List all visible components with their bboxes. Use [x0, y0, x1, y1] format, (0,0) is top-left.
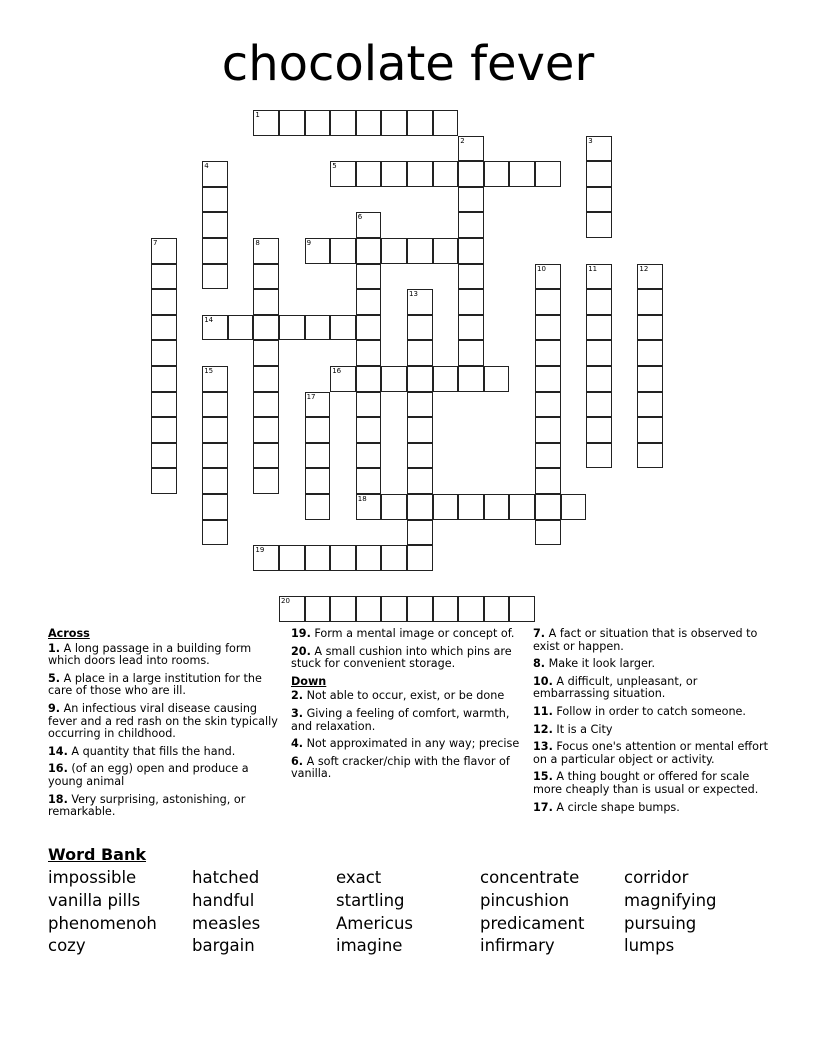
grid-cell[interactable]	[458, 212, 484, 238]
word-bank-word: handful	[192, 890, 255, 910]
word-bank-column	[336, 867, 413, 958]
clue-number: 12	[639, 264, 649, 273]
grid-cell[interactable]	[637, 340, 663, 366]
grid-cell[interactable]	[458, 187, 484, 213]
grid-cell[interactable]	[202, 417, 228, 443]
grid-cell[interactable]	[407, 545, 433, 571]
grid-cell[interactable]	[151, 443, 177, 469]
grid-cell[interactable]	[202, 212, 228, 238]
clue-down-10: 10. A difficult, unpleasant, or embarrassing situation.	[533, 674, 698, 701]
grid-cell[interactable]	[586, 366, 612, 392]
grid-cell[interactable]	[407, 110, 433, 136]
grid-cell[interactable]	[458, 315, 484, 341]
grid-cell[interactable]	[330, 161, 356, 187]
grid-cell[interactable]	[202, 392, 228, 418]
grid-cell[interactable]	[586, 264, 612, 290]
grid-cell[interactable]	[458, 366, 484, 392]
clue-number: 9	[306, 239, 312, 247]
clue-down-12: 12. It is a City	[533, 722, 613, 736]
grid-cell[interactable]	[330, 596, 356, 622]
clue-down-11: 11. Follow in order to catch someone.	[533, 704, 746, 718]
grid-cell[interactable]	[535, 468, 561, 494]
clue-across-16: 16. (of an egg) open and produce a young animal	[48, 762, 249, 788]
clue-number: 3	[588, 136, 593, 145]
grid-cell[interactable]	[202, 366, 228, 392]
grid-cell[interactable]	[356, 110, 382, 136]
grid-cell[interactable]	[484, 161, 510, 187]
clue-down-15: 15. A thing bought or offered for scale more cheaply than is usual or expected.	[533, 770, 759, 796]
grid-cell[interactable]	[151, 366, 177, 392]
word-bank-title: Word Bank	[48, 845, 147, 864]
clue-number: 2	[460, 136, 465, 145]
clues-column-1	[48, 628, 280, 824]
grid-cell[interactable]	[535, 315, 561, 341]
grid-cell[interactable]	[356, 161, 382, 187]
grid-cell[interactable]	[433, 366, 459, 392]
grid-cell[interactable]	[305, 110, 331, 136]
word-bank-column	[480, 867, 584, 958]
grid-cell[interactable]	[151, 315, 177, 341]
grid-cell[interactable]	[356, 340, 382, 366]
grid-cell[interactable]	[407, 238, 433, 264]
clue-number: 10	[537, 264, 546, 273]
grid-cell[interactable]	[305, 596, 331, 622]
grid-cell[interactable]	[151, 392, 177, 418]
grid-cell[interactable]	[586, 443, 612, 469]
word-bank-word: predicament	[480, 913, 585, 933]
grid-cell[interactable]	[561, 494, 587, 520]
grid-cell[interactable]	[381, 494, 407, 520]
word-bank-word: magnifying	[624, 890, 717, 910]
word-bank-word: infirmary	[480, 936, 555, 956]
grid-cell[interactable]	[407, 520, 433, 546]
grid-cell[interactable]	[407, 417, 433, 443]
clue-number: 7	[153, 239, 158, 247]
clue-across-5: 5. A place in a large institution for the care of those who are ill.	[48, 671, 262, 698]
grid-cell[interactable]	[253, 110, 279, 136]
across-heading: Across	[48, 627, 90, 640]
grid-cell[interactable]	[202, 315, 228, 341]
word-bank-word: lumps	[624, 936, 675, 956]
clue-down-3: 3. Giving a feeling of comfort, warmth, and relaxation.	[291, 706, 510, 733]
grid-cell[interactable]	[407, 315, 433, 341]
grid-cell[interactable]	[433, 494, 459, 520]
grid-cell[interactable]	[279, 110, 305, 136]
grid-cell[interactable]	[356, 494, 382, 520]
word-bank-word: Americus	[336, 913, 414, 933]
grid-cell[interactable]	[433, 238, 459, 264]
word-bank-word: vanilla pills	[48, 890, 141, 910]
clue-across-1: 1. A long passage in a building form which doors lead into rooms.	[48, 641, 252, 668]
grid-cell[interactable]	[407, 366, 433, 392]
clue-across-18: 18. Very surprising, astonishing, or remarkable.	[48, 792, 246, 819]
grid-cell[interactable]	[356, 596, 382, 622]
grid-cell[interactable]	[330, 110, 356, 136]
grid-cell[interactable]	[637, 289, 663, 315]
grid-cell[interactable]	[202, 443, 228, 469]
grid-cell[interactable]	[509, 596, 535, 622]
grid-cell[interactable]	[381, 545, 407, 571]
grid-cell[interactable]	[253, 443, 279, 469]
grid-cell[interactable]	[356, 468, 382, 494]
grid-cell[interactable]	[458, 494, 484, 520]
grid-cell[interactable]	[356, 366, 382, 392]
grid-cell[interactable]	[535, 494, 561, 520]
word-bank-word: exact	[336, 868, 382, 887]
grid-cell[interactable]	[586, 212, 612, 238]
grid-cell[interactable]	[458, 596, 484, 622]
grid-cell[interactable]	[253, 366, 279, 392]
grid-cell[interactable]	[305, 545, 331, 571]
grid-cell[interactable]	[330, 315, 356, 341]
grid-cell[interactable]	[356, 443, 382, 469]
grid-cell[interactable]	[458, 136, 484, 162]
clue-down-6: 6. A soft cracker/chip with the flavor of vanilla.	[291, 754, 510, 781]
clue-across-14: 14. A quantity that fills the hand.	[48, 744, 236, 758]
grid-cell[interactable]	[202, 494, 228, 520]
grid-cell[interactable]	[381, 238, 407, 264]
grid-cell[interactable]	[407, 468, 433, 494]
grid-cell[interactable]	[305, 315, 331, 341]
grid-cell[interactable]	[458, 161, 484, 187]
grid-cell[interactable]	[433, 596, 459, 622]
grid-cell[interactable]	[356, 417, 382, 443]
word-bank-word: bargain	[192, 936, 255, 956]
grid-cell[interactable]	[586, 187, 612, 213]
word-bank-column	[624, 867, 717, 958]
grid-cell[interactable]	[279, 545, 305, 571]
grid-cell[interactable]	[305, 392, 331, 418]
grid-cell[interactable]	[407, 289, 433, 315]
grid-cell[interactable]	[535, 392, 561, 418]
grid-cell[interactable]	[637, 443, 663, 469]
word-bank-word: hatched	[192, 868, 260, 887]
grid-cell[interactable]	[535, 264, 561, 290]
clue-number: 5	[332, 162, 337, 171]
word-bank-word: impossible	[48, 868, 137, 887]
grid-cell[interactable]	[253, 468, 279, 494]
grid-cell[interactable]	[356, 545, 382, 571]
word-bank-word: startling	[336, 890, 405, 910]
grid-cell[interactable]	[407, 443, 433, 469]
grid-cell[interactable]	[407, 161, 433, 187]
grid-cell[interactable]	[484, 596, 510, 622]
grid-cell[interactable]	[458, 289, 484, 315]
grid-cell[interactable]	[253, 289, 279, 315]
clue-down-7: 7. A fact or situation that is observed to exist or happen.	[533, 627, 758, 653]
clue-across-19: 19. Form a mental image or concept of.	[291, 627, 515, 640]
grid-cell[interactable]	[305, 417, 331, 443]
grid-cell[interactable]	[381, 161, 407, 187]
clues-column-3	[533, 628, 773, 819]
grid-cell[interactable]	[305, 468, 331, 494]
grid-cell[interactable]	[407, 392, 433, 418]
grid-cell[interactable]	[535, 289, 561, 315]
grid-cell[interactable]	[330, 238, 356, 264]
grid-cell[interactable]	[356, 289, 382, 315]
grid-cell[interactable]	[330, 366, 356, 392]
grid-cell[interactable]	[586, 315, 612, 341]
grid-cell[interactable]	[305, 494, 331, 520]
grid-cell[interactable]	[458, 264, 484, 290]
word-bank-word: pincushion	[480, 890, 570, 910]
grid-cell[interactable]	[151, 340, 177, 366]
clue-number: 18	[357, 495, 367, 503]
clues-column-2	[291, 628, 523, 786]
grid-cell[interactable]	[151, 238, 177, 264]
grid-cell[interactable]	[407, 340, 433, 366]
grid-cell[interactable]	[253, 238, 279, 264]
word-bank-word: pursuing	[624, 913, 697, 933]
down-heading: Down	[291, 674, 327, 688]
grid-cell[interactable]	[305, 443, 331, 469]
clue-number: 6	[357, 213, 363, 222]
clue-number: 17	[306, 392, 316, 401]
grid-cell[interactable]	[202, 264, 228, 290]
grid-cell[interactable]	[202, 238, 228, 264]
word-bank-word: corridor	[624, 868, 689, 887]
grid-cell[interactable]	[586, 417, 612, 443]
grid-cell[interactable]	[586, 161, 612, 187]
grid-cell[interactable]	[586, 392, 612, 418]
clue-down-2: 2. Not able to occur, exist, or be done	[291, 689, 505, 703]
grid-cell[interactable]	[458, 340, 484, 366]
grid-cell[interactable]	[356, 212, 382, 238]
grid-cell[interactable]	[586, 340, 612, 366]
clue-number: 13	[409, 290, 418, 299]
word-bank-word: cozy	[48, 936, 86, 956]
grid-cell[interactable]	[356, 392, 382, 418]
puzzle-title: chocolate fever	[221, 36, 595, 92]
clue-down-17: 17. A circle shape bumps.	[533, 800, 680, 814]
grid-cell[interactable]	[253, 340, 279, 366]
clue-number: 11	[588, 264, 598, 273]
grid-cell[interactable]	[637, 315, 663, 341]
grid-cell[interactable]	[151, 264, 177, 290]
grid-cell[interactable]	[356, 238, 382, 264]
grid-cell[interactable]	[535, 520, 561, 546]
grid-cell[interactable]	[279, 315, 305, 341]
grid-cell[interactable]	[381, 366, 407, 392]
grid-cell[interactable]	[433, 110, 459, 136]
grid-cell[interactable]	[637, 392, 663, 418]
grid-cell[interactable]	[151, 468, 177, 494]
grid-cell[interactable]	[253, 264, 279, 290]
grid-cell[interactable]	[305, 238, 331, 264]
clue-number: 19	[255, 546, 265, 555]
grid-cell[interactable]	[637, 366, 663, 392]
grid-cell[interactable]	[356, 315, 382, 341]
grid-cell[interactable]	[433, 161, 459, 187]
clue-down-13: 13. Focus one's attention or mental effort on a particular object or activity.	[533, 740, 768, 766]
grid-cell[interactable]	[151, 289, 177, 315]
clue-down-4: 4. Not approximated in any way; precise	[291, 737, 520, 751]
grid-cell[interactable]	[253, 392, 279, 418]
grid-cell[interactable]	[535, 443, 561, 469]
grid-cell[interactable]	[381, 110, 407, 136]
clue-number: 4	[204, 162, 209, 171]
grid-cell[interactable]	[202, 468, 228, 494]
clue-across-20: 20. A small cushion into which pins are stuck for convenient storage.	[291, 644, 512, 671]
word-bank-column	[48, 867, 157, 958]
clue-number: 1	[255, 111, 260, 119]
grid-cell[interactable]	[253, 417, 279, 443]
word-bank-word: phenomenoh	[48, 913, 157, 933]
clue-number: 16	[332, 367, 342, 375]
grid-cell[interactable]	[202, 161, 228, 187]
clue-down-8: 8. Make it look larger.	[533, 657, 655, 671]
clue-number: 20	[281, 597, 290, 606]
grid-cell[interactable]	[356, 264, 382, 290]
word-bank-word: concentrate	[480, 868, 580, 887]
grid-cell[interactable]	[458, 238, 484, 264]
grid-cell[interactable]	[228, 315, 254, 341]
grid-cell[interactable]	[151, 417, 177, 443]
word-bank-word: imagine	[336, 936, 403, 956]
grid-cell[interactable]	[535, 417, 561, 443]
grid-cell[interactable]	[535, 366, 561, 392]
word-bank-word: measles	[192, 913, 261, 933]
clue-number: 15	[204, 367, 214, 375]
grid-cell[interactable]	[407, 596, 433, 622]
grid-cell[interactable]	[535, 340, 561, 366]
grid-cell[interactable]	[253, 545, 279, 571]
clue-number: 8	[255, 239, 260, 247]
grid-cell[interactable]	[586, 136, 612, 162]
grid-cell[interactable]	[509, 494, 535, 520]
word-bank-column	[192, 867, 260, 958]
grid-cell[interactable]	[535, 161, 561, 187]
grid-cell[interactable]	[202, 187, 228, 213]
grid-cell[interactable]	[637, 417, 663, 443]
grid-cell[interactable]	[484, 366, 510, 392]
grid-cell[interactable]	[637, 264, 663, 290]
grid-cell[interactable]	[330, 545, 356, 571]
grid-cell[interactable]	[586, 289, 612, 315]
clue-across-9: 9. An infectious viral disease causing fever and a red rash on the skin typically occurring in childhood.	[48, 701, 278, 741]
grid-cell[interactable]	[381, 596, 407, 622]
grid-cell[interactable]	[253, 315, 279, 341]
grid-cell[interactable]	[279, 596, 305, 622]
grid-cell[interactable]	[484, 494, 510, 520]
grid-cell[interactable]	[202, 520, 228, 546]
grid-cell[interactable]	[407, 494, 433, 520]
grid-cell[interactable]	[509, 161, 535, 187]
clue-number: 14	[204, 315, 214, 324]
